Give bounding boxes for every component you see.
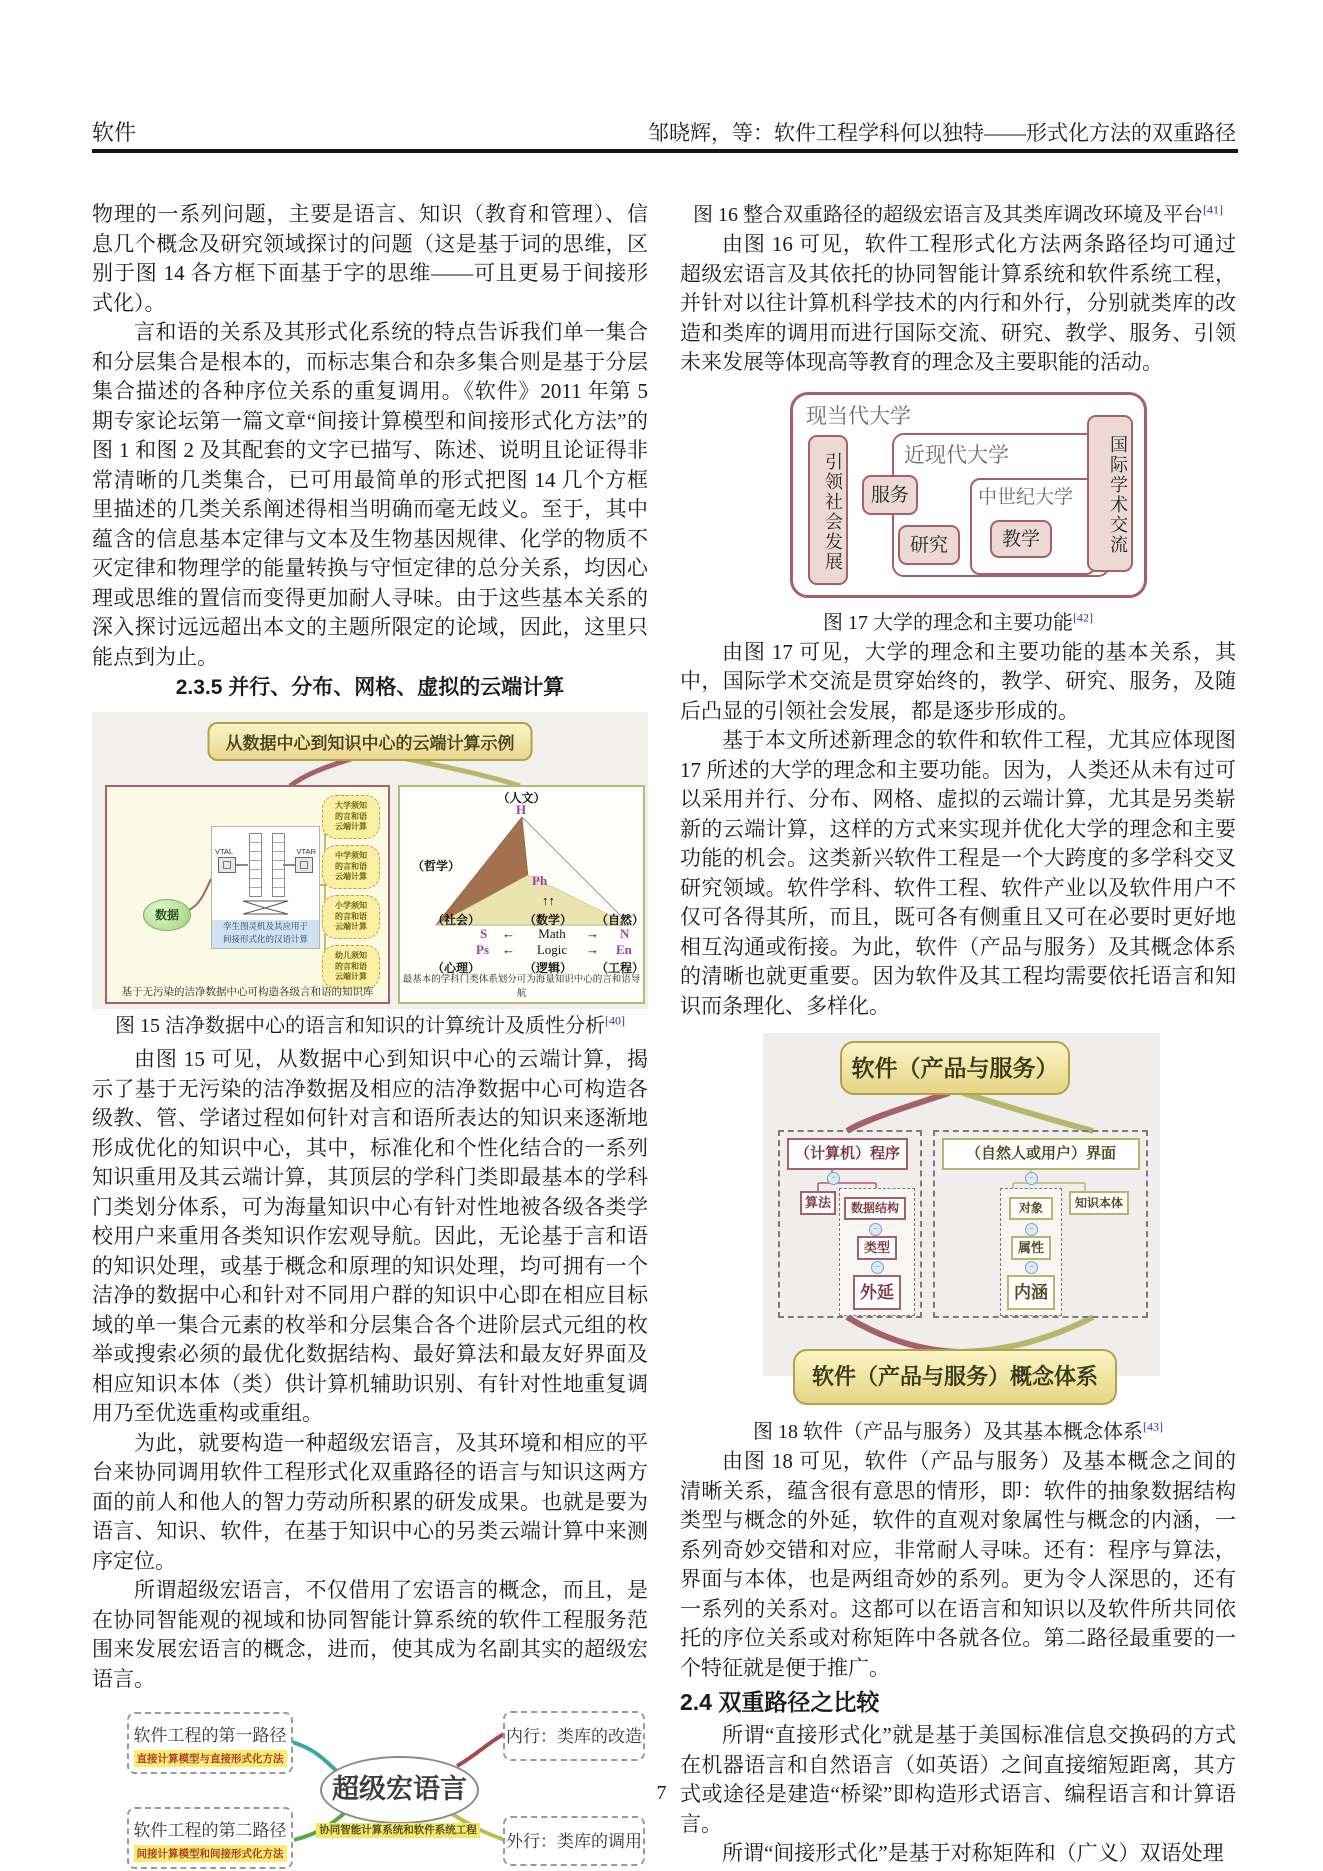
- fig15-discipline-panel: [398, 785, 645, 1004]
- arrow-right-1: →: [586, 926, 599, 941]
- connector-circle: −: [871, 1261, 884, 1274]
- right-column: [680, 200, 1236, 1869]
- connector-circle: −: [1025, 1223, 1038, 1236]
- modern-university-label: 现当代大学: [806, 403, 911, 428]
- path1-box: [127, 1712, 293, 1774]
- vtar-label: VTAR: [296, 847, 316, 856]
- reference-42: [42]: [1073, 609, 1093, 624]
- path1-title: 软件工程的第一路径: [133, 1726, 287, 1745]
- society-label: （社会）: [432, 913, 481, 927]
- vtal-label: VTAL: [215, 847, 234, 856]
- intension-box: 内涵: [1007, 1275, 1055, 1310]
- machine-caption-line2: 间接形式化的汉语计算: [222, 934, 308, 944]
- cloud-bubble-primary-school: 小学须知的言和语云端计算: [322, 895, 380, 939]
- paragraph: 物理的一系列问题，主要是语言、知识（教育和管理）、信息几个概念及研究领域探讨的问题（这是基于词的思维，区别于图 14 各方框下面基于字的思维——可且更易于间接形式化）。: [92, 202, 648, 315]
- page-number: 7: [656, 1782, 667, 1804]
- connector-circle: −: [1025, 1261, 1038, 1274]
- type-box: 类型: [857, 1236, 897, 1260]
- connector-circle: −: [827, 1172, 840, 1185]
- paragraph: 言和语的关系及其形式化系统的特点告诉我们单一集合和分层集合是根本的，而标志集合和杂多集合则是基于分层集合描述的各种序位关系的重复调用。《软件》2011 年第 5 期专家论坛第一篇文章“间接计算模型和间接形式化方法”的图 1 和图 2 及其配套的文字已描写、陈述、说明且论证得非常清晰的几类集合，已可用最简单的形式把图 14 几个方框里描述的几类关系阐述得相当明确而毫无歧义。至于，其中蕴含的信息基本定律与文本及生物基因规律、化学的物质不灭定律和物理学的能量转换与守恒定律的总分关系，均因心理或思维的置信而变得更加耐人寻味。由于这些基本关系的深入探讨远远超出本文的主题所限定的论域，因此，这里只能点到为止。: [92, 320, 648, 669]
- outsider-box: 外行：类库的调用: [503, 1816, 645, 1866]
- teaching-box: 教学: [990, 520, 1052, 558]
- insider-box: 内行：类库的改造: [503, 1711, 645, 1761]
- figure-15: [92, 712, 648, 1009]
- machine-head-right: [295, 857, 313, 873]
- up-arrows: ↑↑: [542, 893, 555, 908]
- s-letter: S: [480, 926, 488, 941]
- path2-box: [127, 1807, 293, 1869]
- service-box: 服务: [862, 475, 918, 515]
- left-column: [92, 200, 648, 1871]
- path1-subtitle: 直接计算模型与直接形式化方法: [134, 1750, 287, 1767]
- math-label: （数学）: [524, 913, 573, 927]
- logic-label: （逻辑）: [524, 961, 573, 975]
- reference-43: [43]: [1143, 1419, 1163, 1434]
- math-word: Math: [538, 926, 566, 941]
- user-interface-box: （自然人或用户）界面: [942, 1138, 1140, 1170]
- reference-40: [40]: [605, 1013, 625, 1028]
- near-modern-university-label: 近现代大学: [904, 442, 1009, 467]
- cloud-bubble-middle-school: 中学须知的言和语云端计算: [322, 845, 380, 889]
- twin-turing-machine-box: [211, 826, 320, 949]
- caption-text: 图 18 软件（产品与服务）及其基本概念体系: [753, 1421, 1143, 1443]
- ps-letter: Ps: [476, 942, 489, 957]
- figure-17: [790, 392, 1147, 598]
- arrow-right-2: →: [586, 942, 599, 957]
- figure-18-caption: [680, 1417, 1236, 1447]
- arrow-left-2: ←: [502, 942, 515, 957]
- attribute-box: 属性: [1011, 1236, 1051, 1260]
- section-heading-2-4: 2.4 双重路径之比较: [680, 1689, 880, 1715]
- paragraph: 由图 17 可见，大学的理念和主要功能的基本关系，其中，国际学术交流是贯穿始终的，教学、研究、服务，及随后凸显的引领社会发展，都是逐步形成的。: [680, 639, 1236, 723]
- balance-icon: [237, 899, 294, 915]
- international-exchange-box: 国际学术交流: [1087, 415, 1133, 572]
- mindmap-center-subtitle: 协同智能计算系统和软件系统工程: [316, 1823, 480, 1838]
- object-box: 对象: [1009, 1197, 1053, 1220]
- figure-17-caption: [680, 608, 1236, 638]
- cloud-bubble-university: 大学须知的言和语云端计算: [322, 795, 380, 839]
- caption-text: 图 17 大学的理念和主要功能: [823, 611, 1073, 634]
- header-rule: [92, 149, 1238, 153]
- connector-circle: −: [1025, 1172, 1038, 1185]
- logic-word: Logic: [536, 942, 568, 957]
- running-title: 邹晓辉，等：软件工程学科何以独特——形式化方法的双重路径: [648, 121, 1236, 145]
- paragraph: 所谓“间接形式化”是基于对称矩阵和（广义）双语处理: [722, 1841, 1224, 1865]
- caption-text: 图 15 洁净数据中心的语言和知识的计算统计及质性分析: [115, 1015, 605, 1037]
- software-product-service-pill: 软件（产品与服务）: [840, 1041, 1070, 1095]
- paragraph: 所谓超级宏语言，不仅借用了宏语言的概念，而且，是在协同智能观的视域和协同智能计算系统的软件工程服务范围来发展宏语言的概念，进而，使其成为名副其实的超级宏语言。: [92, 1578, 648, 1691]
- cloud-computing-bubbles: [322, 795, 380, 995]
- connector-circle: −: [869, 1223, 882, 1236]
- section-heading-2-3-5: 2.3.5 并行、分布、网格、虚拟的云端计算: [175, 676, 565, 699]
- machine-head-left: [218, 857, 236, 873]
- knowledge-ontology-box: 知识本体: [1069, 1191, 1129, 1215]
- tape-left: [249, 833, 262, 897]
- data-structure-box: 数据结构: [844, 1197, 906, 1220]
- stub-left: [236, 864, 248, 866]
- lead-society-box: 引领社会发展: [808, 435, 848, 585]
- stub-right: [283, 864, 295, 866]
- research-box: 研究: [898, 525, 960, 565]
- n-letter: N: [620, 926, 630, 941]
- cloud-bubble-kindergarten: 幼儿须知的言和语云端计算: [322, 945, 380, 989]
- data-ellipse: 数据: [143, 899, 191, 931]
- arrow-left-1: ←: [502, 926, 515, 941]
- figure-18: [763, 1033, 1160, 1411]
- path2-subtitle: 间接计算模型和间接形式化方法: [134, 1845, 287, 1862]
- path2-title: 软件工程的第二路径: [133, 1821, 287, 1840]
- concept-system-pill: 软件（产品与服务）概念体系: [793, 1349, 1117, 1405]
- nature-label: （自然）: [596, 913, 645, 927]
- super-macro-language-node: 超级宏语言: [320, 1756, 479, 1824]
- extension-box: 外延: [853, 1275, 901, 1310]
- algorithm-box: 算法: [800, 1191, 836, 1215]
- figure-15-caption: [92, 1011, 648, 1041]
- computer-program-box: （计算机）程序: [787, 1138, 908, 1170]
- en-letter: En: [616, 942, 632, 957]
- humanities-label: （人文）: [497, 791, 546, 805]
- paragraph: 为此，就要构造一种超级宏语言，及其环境和相应的平台来协同调用软件工程形式化双重路径的语言与知识这两方面的前人和他人的智力劳动所积累的研发成果。也就是要为语言、知识、软件，在基于知识中心的另类云端计算中来测序定位。: [92, 1430, 648, 1573]
- machine-caption: [212, 920, 319, 948]
- fig15-left-caption: 基于无污染的洁净数据中心可构造各级言和语的知识库: [121, 987, 374, 998]
- ph-letter: Ph: [532, 873, 548, 888]
- machine-caption-line1: 孪生图灵机及其应用于: [222, 921, 308, 931]
- psychology-label: （心理）: [432, 961, 481, 975]
- journal-name: 软件: [92, 120, 137, 145]
- figure-16-caption: [680, 200, 1236, 230]
- paragraph: 由图 15 可见，从数据中心到知识中心的云端计算，揭示了基于无污染的洁净数据及相应的洁净数据中心可构造各级教、管、学诸过程如何针对言和语所表达的知识来逐渐地形成优化的知识中心，其中，标准化和个性化结合的一系列知识重用及其云端计算，其顶层的学科门类即最基本的学科门类划分体系，可为海量知识中心有针对性地被各级各类学校用户来重用各类知识作宏观导航。因此，无论基于言和语的知识处理，或基于概念和原理的知识处理，均可拥有一个洁净的数据中心和针对不同用户群的知识中心即在相应目标域的单一集合元素的枚举和分层集合各个进阶层式元组的枚举或搜索必须的最优化数据结构、最好算法和最友好界面及相应知识本体（类）供计算机辅助识别、有针对性地重复调用乃至优选重构或重组。: [92, 1047, 648, 1425]
- caption-text: 图 16 整合双重路径的超级宏语言及其类库调改环境及平台: [693, 204, 1203, 226]
- h-letter: H: [516, 802, 527, 817]
- engineering-label: （工程）: [596, 961, 645, 975]
- fig15-right-caption: 最基本的学科门类体系划分可为海量知识中心的言和语导航: [402, 975, 641, 999]
- paragraph: 基于本文所述新理念的软件和软件工程，尤其应体现图 17 所述的大学的理念和主要功能。因为，人类还从未有过可以采用并行、分布、网格、虚拟的云端计算，尤其是另类崭新的云端计算，这样的方式来实现并优化大学的理念和主要功能的机会。这类新兴软件工程是一个大跨度的多学科交叉研究领域。软件学科、软件工程、软件产业以及软件用户不仅可各得其所，而且，既可各有侧重且又可在必要时更好地相互沟通或衔接。为此，软件（产品与服务）及其概念体系的清晰也就更重要。因为软件及其工程均需要依托语言和知识而条理化、多样化。: [680, 728, 1236, 1018]
- figure-15-title: 从数据中心到知识中心的云端计算示例: [208, 722, 533, 761]
- reference-41: [41]: [1203, 202, 1223, 217]
- medieval-university-label: 中世纪大学: [978, 486, 1074, 508]
- philosophy-label: （哲学）: [412, 859, 461, 873]
- paragraph: 由图 16 可见，软件工程形式化方法两条路径均可通过超级宏语言及其依托的协同智能计算系统和软件系统工程，并针对以往计算机科学技术的内行和外行，分别就类库的改造和类库的调用而进行国际交流、研究、教学、服务、引领未来发展等体现高等教育的理念及主要职能的活动。: [680, 232, 1236, 374]
- paragraph: 由图 18 可见，软件（产品与服务）及基本概念之间的清晰关系，蕴含很有意思的情形，即：软件的抽象数据结构类型与概念的外延，软件的直观对象属性与概念的内涵，一系列奇妙交错和对应，非常耐人寻味。还有：程序与算法，界面与本体，也是两组奇妙的系列。更为令人深思的，还有一系列的关系对。这都可以在语言和知识以及软件所共同依托的序位关系或对称矩阵中各就各位。第二路径最重要的一个特征就是便于推广。: [680, 1449, 1236, 1680]
- paragraph: 所谓“直接形式化”就是基于美国标准信息交换码的方式在机器语言和自然语言（如英语）之间直接缩短距离，其方式或途径是建造“桥梁”即构造形式语言、编程语言和计算语言。: [680, 1723, 1236, 1836]
- fig15-data-center-panel: [105, 785, 390, 1004]
